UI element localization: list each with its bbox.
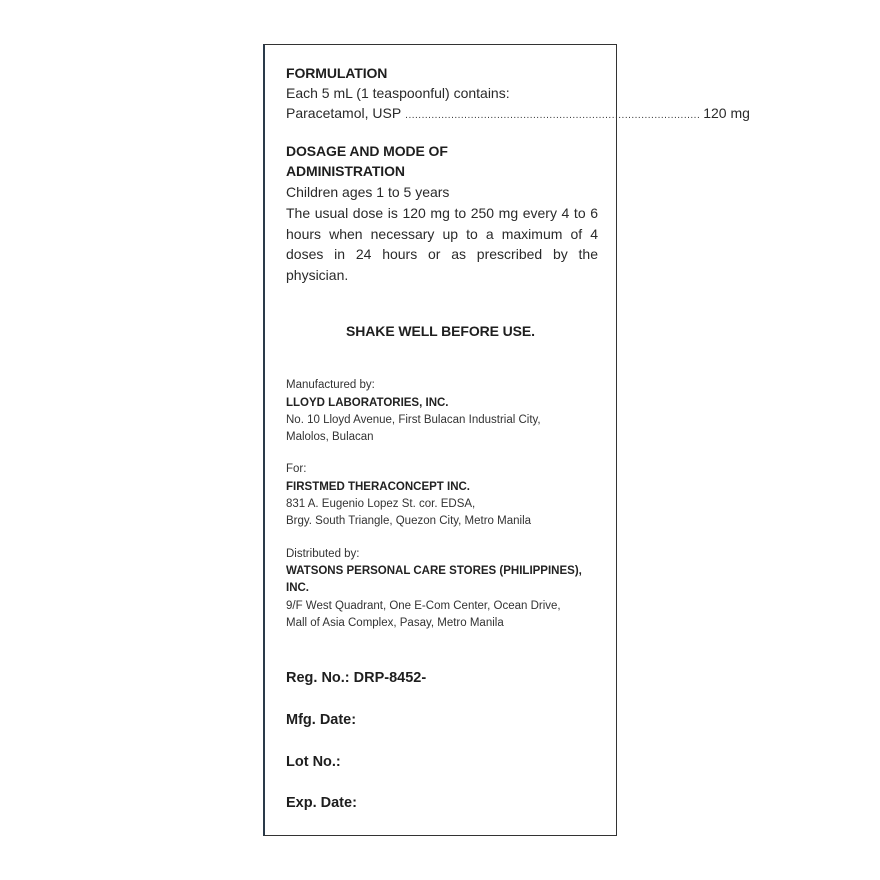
distributor-name-line1: WATSONS PERSONAL CARE STORES (PHILIPPINES),: [286, 565, 582, 577]
for-address-1: 831 A. Eugenio Lopez St. cor. EDSA,: [286, 498, 476, 510]
for-label: For:: [286, 463, 307, 475]
ingredient-amount: 120 mg: [703, 105, 750, 121]
registration-number: Reg. No.: DRP-8452-: [286, 670, 427, 686]
manufacturer-address-1: No. 10 Lloyd Avenue, First Bulacan Industrial City,: [286, 414, 541, 426]
dosage-heading-line2: ADMINISTRATION: [286, 163, 405, 179]
dosage-age: Children ages 1 to 5 years: [286, 184, 450, 200]
manufacturer-label: Manufactured by:: [286, 379, 375, 391]
distributor-label: Distributed by:: [286, 548, 360, 560]
lot-number: Lot No.:: [286, 754, 341, 770]
manufacturer-address-2: Malolos, Bulacan: [286, 431, 374, 443]
manufacturing-date: Mfg. Date:: [286, 712, 357, 728]
shake-warning: SHAKE WELL BEFORE USE.: [346, 323, 535, 339]
manufacturer-name: LLOYD LABORATORIES, INC.: [286, 397, 449, 409]
distributor-address-2: Mall of Asia Complex, Pasay, Metro Manila: [286, 617, 504, 629]
product-label-panel: [263, 44, 750, 836]
ingredient-name: Paracetamol, USP: [286, 105, 402, 121]
for-company-name: FIRSTMED THERACONCEPT INC.: [286, 481, 470, 493]
distributor-name-line2: INC.: [286, 582, 309, 594]
dosage-heading-line1: DOSAGE AND MODE OF: [286, 143, 448, 159]
expiry-date: Exp. Date:: [286, 795, 357, 811]
distributor-address-1: 9/F West Quadrant, One E-Com Center, Ocean Drive,: [286, 600, 561, 612]
formulation-serving: Each 5 mL (1 teaspoonful) contains:: [286, 85, 510, 101]
formulation-ingredient-row: [286, 105, 750, 121]
formulation-heading: FORMULATION: [286, 65, 388, 81]
for-address-2: Brgy. South Triangle, Quezon City, Metro Manila: [286, 515, 532, 527]
dosage-instructions: The usual dose is 120 mg to 250 mg every 4 to 6 hours when necessary up to a maximum of 4 doses in 24 hours or as prescribed by the physician.: [286, 205, 598, 283]
leader-dots: ..........................................................................................: [405, 110, 701, 121]
